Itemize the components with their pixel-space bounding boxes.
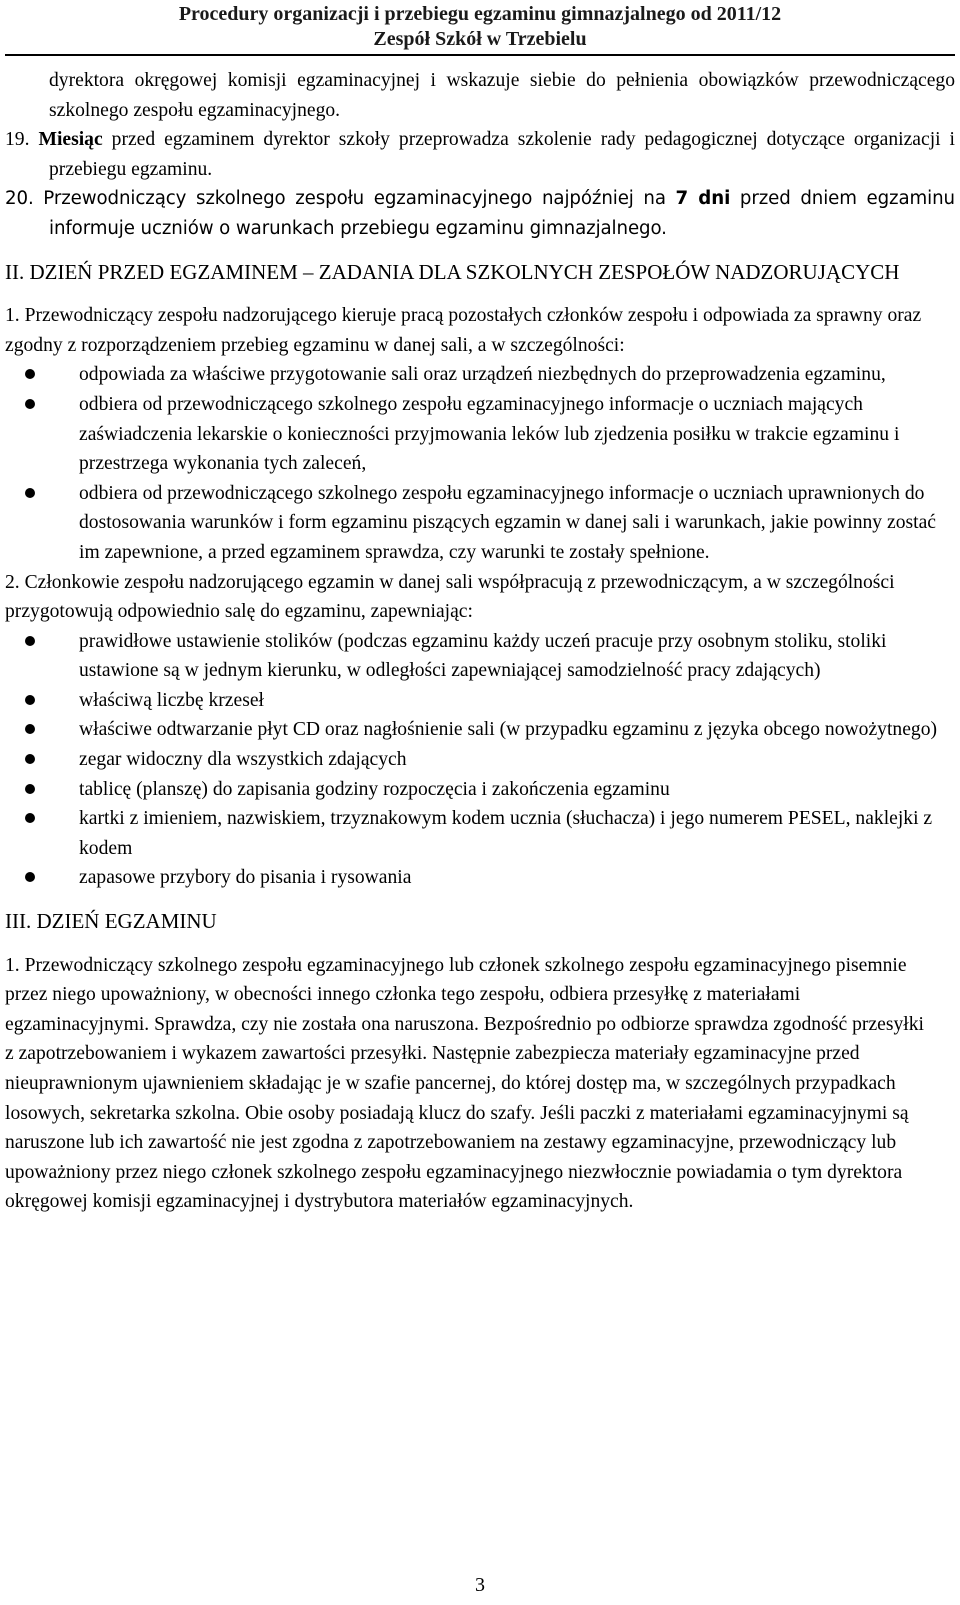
list-item bbox=[5, 390, 955, 479]
list-item bbox=[5, 745, 955, 775]
section-2-item-1-list bbox=[5, 360, 955, 567]
item-19-text: przed egzaminem dyrektor szkoły przeprowadza szkolenie rady pedagogicznej dotyczące organizacji i przebiegu egzaminu. bbox=[49, 129, 955, 180]
section-3-item-1: 1. Przewodniczący szkolnego zespołu egzaminacyjnego lub członek szkolnego zespołu egzaminacyjnego pisemnie przez niego upoważniony, w obecności innego członka tego zespołu, odbiera przesyłkę z materiałami egzaminacyjnymi. Sprawdza, czy nie została ona naruszona. Bezpośrednio po odbiorze sprawdza zgodność przesyłki z zapotrzebowaniem i wykazem zawartości przesyłki. Następnie zabezpiecza materiały egzaminacyjne przed nieuprawnionym ujawnieniem składając je w szafie pancernej, do której dostęp ma, w szczególnych przypadkach losowych, sekretarka szkolna. Obie osoby posiadają klucz do szafy. Jeśli paczki z materiałami egzaminacyjnymi są naruszone lub ich zawartość nie jest zgodna z zapotrzebowaniem na zestawy egzaminacyjne, przewodniczący lub upoważniony przez niego członek szkolnego zespołu egzaminacyjnego niezwłocznie powiadamia o tym dyrektora okręgowej komisji egzaminacyjnej i dystrybutora materiałów egzaminacyjnych. bbox=[5, 954, 924, 1213]
list-item bbox=[5, 627, 955, 686]
list-item-text: zapasowe przybory do pisania i rysowania bbox=[79, 867, 412, 889]
list-item-text: odpowiada za właściwe przygotowanie sali oraz urządzeń niezbędnych do przeprowadzenia egzaminu, bbox=[79, 364, 886, 386]
bullet-icon bbox=[25, 369, 35, 379]
list-item-text: tablicę (planszę) do zapisania godziny rozpoczęcia i zakończenia egzaminu bbox=[79, 778, 670, 800]
list-item bbox=[5, 479, 955, 568]
item-19-bold: Miesiąc bbox=[38, 129, 103, 151]
list-item-text: właściwą liczbę krzeseł bbox=[79, 689, 264, 711]
bullet-icon bbox=[25, 636, 35, 646]
item-20-bold: 7 dni bbox=[675, 188, 731, 210]
bullet-icon bbox=[25, 399, 35, 409]
section-3-heading: III. DZIEŃ EGZAMINU bbox=[5, 909, 217, 934]
section-2-item-1: 1. Przewodniczący zespołu nadzorującego kieruje pracą pozostałych członków zespołu i odpowiada za sprawny oraz zgodny z rozporządzeniem przebieg egzaminu w danej sali, a w szczególności: bbox=[5, 305, 922, 356]
item-19-number: 19. bbox=[5, 129, 30, 151]
list-item-text: kartki z imieniem, nazwiskiem, trzyznakowym kodem ucznia (słuchacza) i jego numerem PESEL, naklejki z kodem bbox=[79, 808, 933, 859]
page-number: 3 bbox=[475, 1574, 485, 1596]
list-item bbox=[5, 715, 955, 745]
bullet-icon bbox=[25, 784, 35, 794]
list-item-text: właściwe odtwarzanie płyt CD oraz nagłośnienie sali (w przypadku egzaminu z języka obcego nowożytnego) bbox=[79, 719, 938, 741]
list-item bbox=[5, 775, 955, 805]
item-20-text-pre: Przewodniczący szkolnego zespołu egzaminacyjnego najpóźniej na bbox=[33, 188, 676, 210]
list-item-text: odbiera od przewodniczącego szkolnego zespołu egzaminacyjnego informacje o uczniach mających zaświadczenia lekarskie o konieczności przyjmowania leków lub zjedzenia posiłku w trakcie egzaminu i przestrzega wykonania tych zaleceń, bbox=[79, 393, 900, 475]
item-20 bbox=[5, 184, 955, 243]
bullet-icon bbox=[25, 754, 35, 764]
document-body bbox=[5, 66, 955, 1217]
list-item bbox=[5, 360, 955, 390]
continuation-paragraph: dyrektora okręgowej komisji egzaminacyjnej i wskazuje siebie do pełnienia obowiązków przewodniczącego szkolnego zespołu egzaminacyjnego. bbox=[49, 70, 955, 121]
bullet-icon bbox=[25, 695, 35, 705]
item-19 bbox=[5, 125, 955, 184]
section-2-item-2-list bbox=[5, 627, 955, 893]
section-2-item-2: 2. Członkowie zespołu nadzorującego egzamin w danej sali współpracują z przewodniczącym, a w szczególności przygotowują odpowiednio salę do egzaminu, zapewniając: bbox=[5, 571, 895, 623]
bullet-icon bbox=[25, 872, 35, 882]
bullet-icon bbox=[25, 488, 35, 498]
bullet-icon bbox=[25, 724, 35, 734]
list-item bbox=[5, 686, 955, 716]
item-20-text-post: przed dniem egzaminu informuje uczniów o warunkach przebiegu egzaminu gimnazjalnego. bbox=[49, 188, 955, 239]
section-2-heading: II. DZIEŃ PRZED EGZAMINEM – ZADANIA DLA SZKOLNYCH ZESPOŁÓW NADZORUJĄCYCH bbox=[5, 259, 900, 284]
page-header bbox=[0, 2, 960, 52]
bullet-icon bbox=[25, 813, 35, 823]
list-item-text: prawidłowe ustawienie stolików (podczas egzaminu każdy uczeń pracuje przy osobnym stoliku, stoliki ustawione są w jednym kierunku, w odległości zapewniającej samodzielność pracy zdających) bbox=[79, 630, 887, 682]
item-20-number: 20. bbox=[5, 188, 34, 210]
list-item-text: odbiera od przewodniczącego szkolnego zespołu egzaminacyjnego informacje o uczniach uprawnionych do dostosowania warunków i form egzaminu piszących egzamin w danej sali i warunkach, jakie powinny zostać im zapewnione, a przed egzaminem sprawdza, czy warunki te zostały spełnione. bbox=[79, 482, 936, 563]
header-title: Procedury organizacji i przebiegu egzaminu gimnazjalnego od 2011/12 bbox=[178, 3, 782, 25]
list-item-text: zegar widoczny dla wszystkich zdających bbox=[79, 749, 407, 771]
list-item bbox=[5, 863, 955, 893]
header-school: Zespół Szkół w Trzebielu bbox=[373, 28, 587, 50]
header-divider bbox=[5, 54, 955, 56]
list-item bbox=[5, 804, 955, 863]
